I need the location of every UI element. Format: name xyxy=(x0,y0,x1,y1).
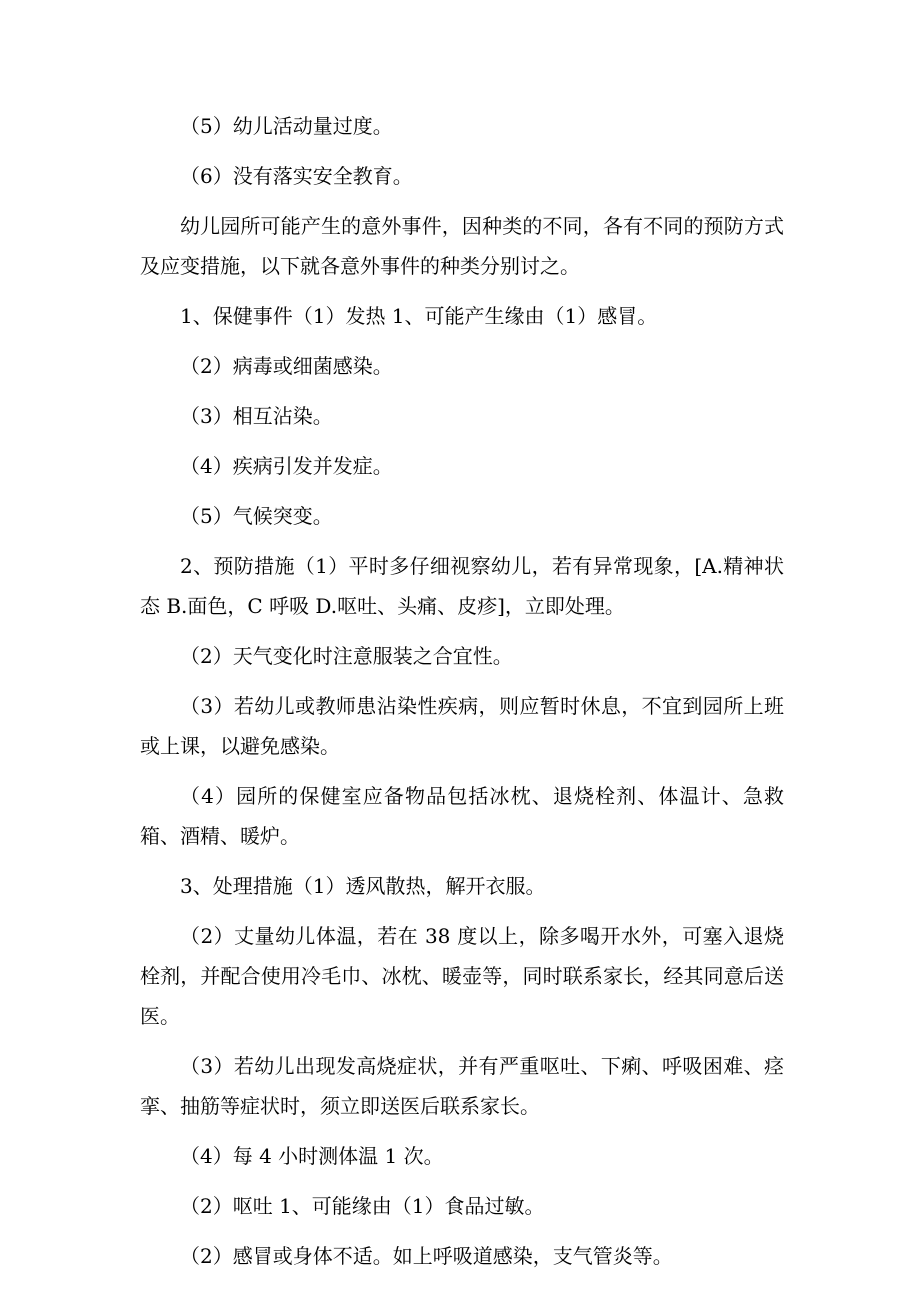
paragraph: 2、预防措施（1）平时多仔细视察幼儿，若有异常现象，[A.精神状态 B.面色，C 呼吸 D.呕吐、头痛、皮疹]，立即处理。 xyxy=(140,554,784,618)
document-body xyxy=(140,106,784,1286)
paragraph: （5）气候突变。 xyxy=(180,504,333,528)
paragraph: （5）幼儿活动量过度。 xyxy=(180,114,393,138)
paragraph: 1、保健事件（1）发热 1、可能产生缘由（1）感冒。 xyxy=(180,304,658,328)
paragraph: （2）呕吐 1、可能缘由（1）食品过敏。 xyxy=(180,1194,545,1218)
paragraph: （3）若幼儿或教师患沾染性疾病，则应暂时休息，不宜到园所上班或上课，以避免感染。 xyxy=(140,694,784,758)
paragraph: （2）感冒或身体不适。如上呼吸道感染，支气管炎等。 xyxy=(180,1244,673,1268)
paragraph: 幼儿园所可能产生的意外事件，因种类的不同，各有不同的预防方式及应变措施，以下就各意外事件的种类分别讨之。 xyxy=(140,214,784,278)
paragraph: （4）疾病引发并发症。 xyxy=(180,454,393,478)
paragraph: （4）每 4 小时测体温 1 次。 xyxy=(180,1144,444,1168)
paragraph: （6）没有落实安全教育。 xyxy=(180,164,413,188)
paragraph: （3）若幼儿出现发高烧症状，并有严重呕吐、下痢、呼吸困难、痉挛、抽筋等症状时，须立即送医后联系家长。 xyxy=(140,1054,784,1118)
paragraph: （2）病毒或细菌感染。 xyxy=(180,354,393,378)
paragraph: 3、处理措施（1）透风散热，解开衣服。 xyxy=(180,874,546,898)
paragraph: （4）园所的保健室应备物品包括冰枕、退烧栓剂、体温计、急救箱、酒精、暖炉。 xyxy=(140,784,784,848)
paragraph: （3）相互沾染。 xyxy=(180,404,333,428)
paragraph: （2）丈量幼儿体温，若在 38 度以上，除多喝开水外，可塞入退烧栓剂，并配合使用冷毛巾、冰枕、暖壶等，同时联系家长，经其同意后送医。 xyxy=(140,924,784,1028)
paragraph: （2）天气变化时注意服装之合宜性。 xyxy=(180,644,513,668)
